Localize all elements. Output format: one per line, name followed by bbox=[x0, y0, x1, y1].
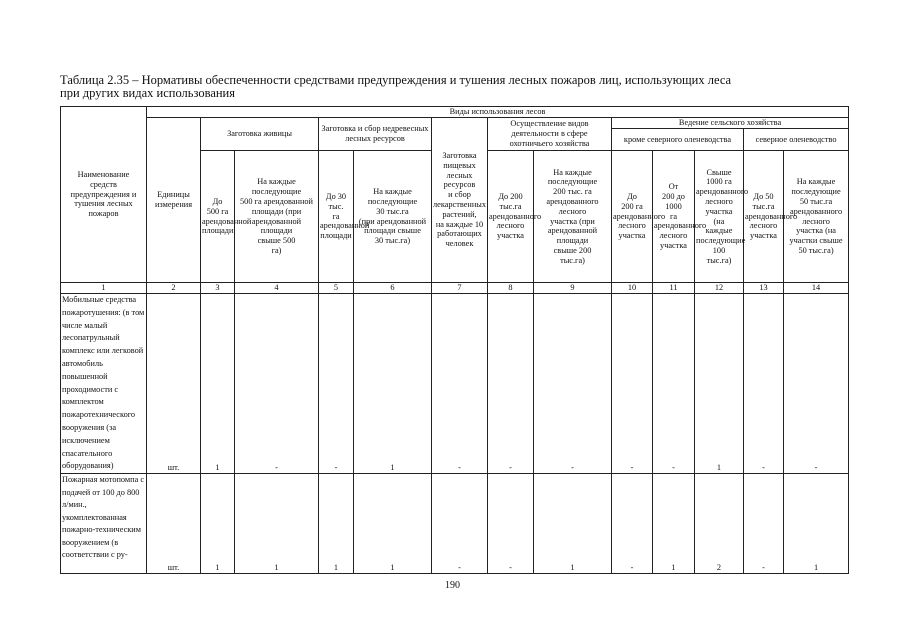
header-col-3: До 500 га арендованной площади bbox=[201, 151, 235, 283]
row-unit: шт. bbox=[147, 474, 201, 574]
row-value: 1 bbox=[784, 474, 849, 574]
header-uses-title: Виды использования лесов bbox=[147, 107, 849, 118]
header-col-5: До 30 тыс. га арендованной площади bbox=[319, 151, 354, 283]
header-hunting: Осуществление видов деятельности в сфере охотничьего хозяйства bbox=[488, 118, 612, 151]
table-caption bbox=[60, 74, 850, 100]
row-value: 1 bbox=[235, 474, 319, 574]
header-agri-north: северное оленеводство bbox=[744, 129, 849, 151]
column-number: 11 bbox=[653, 283, 695, 294]
header-col-13: До 50 тыс.га арендованного лесного участка bbox=[744, 151, 784, 283]
table-row bbox=[61, 474, 849, 574]
row-value: - bbox=[784, 294, 849, 474]
row-value: 1 bbox=[695, 294, 744, 474]
row-item-name: Мобильные средства пожаротушения: (в том числе малый лесопатрульный комплекс или легковой автомобиль повышенной проходимости с комплектом пожаротехнического вооружения (за исключением спасательного оборудования) bbox=[61, 294, 147, 474]
row-value: - bbox=[612, 294, 653, 474]
header-col-8: До 200 тыс.га арендованного лесного участка bbox=[488, 151, 534, 283]
table-row bbox=[61, 294, 849, 474]
column-number: 10 bbox=[612, 283, 653, 294]
header-col-14: На каждые последующие 50 тыс.га арендованного лесного участка (на участки свыше 50 тыс.га) bbox=[784, 151, 849, 283]
row-value: - bbox=[653, 294, 695, 474]
caption-line-2: при других видах использования bbox=[60, 86, 235, 100]
row-value: 1 bbox=[354, 294, 432, 474]
header-col-12: Свыше 1000 га арендованного лесного участка (на каждые последующие 100 тыс.га) bbox=[695, 151, 744, 283]
column-number: 5 bbox=[319, 283, 354, 294]
header-agriculture: Ведение сельского хозяйства bbox=[612, 118, 849, 129]
header-col-6: На каждые последующие 30 тыс.га (при арендованной площади свыше 30 тыс.га) bbox=[354, 151, 432, 283]
column-number: 14 bbox=[784, 283, 849, 294]
row-value: 1 bbox=[653, 474, 695, 574]
header-food-resources: Заготовка пищевых лесных ресурсов и сбор лекарственных растений, на каждые 10 работающих человек bbox=[432, 118, 488, 283]
row-value: 2 bbox=[695, 474, 744, 574]
row-value: - bbox=[235, 294, 319, 474]
header-nontimber: Заготовка и сбор недревесных лесных ресурсов bbox=[319, 118, 432, 151]
row-unit: шт. bbox=[147, 294, 201, 474]
column-number: 8 bbox=[488, 283, 534, 294]
row-value: - bbox=[744, 294, 784, 474]
row-value: 1 bbox=[354, 474, 432, 574]
row-value: 1 bbox=[534, 474, 612, 574]
row-value: - bbox=[744, 474, 784, 574]
row-value: 1 bbox=[319, 474, 354, 574]
header-unit-column: Единицы измерения bbox=[147, 118, 201, 283]
header-col-11: От 200 до 1000 га арендованного лесного участка bbox=[653, 151, 695, 283]
row-value: - bbox=[534, 294, 612, 474]
column-number: 1 bbox=[61, 283, 147, 294]
norms-table bbox=[60, 106, 849, 574]
row-value: 1 bbox=[201, 474, 235, 574]
row-value: - bbox=[488, 474, 534, 574]
column-number: 9 bbox=[534, 283, 612, 294]
row-value: - bbox=[488, 294, 534, 474]
row-value: - bbox=[432, 294, 488, 474]
row-item-name: Пожарная мотопомпа с подачей от 100 до 800 л/мин., укомплектованная пожарно-техническим вооружением (в соответствии с ру- bbox=[61, 474, 147, 574]
page-number: 190 bbox=[445, 580, 460, 591]
header-resin: Заготовка живицы bbox=[201, 118, 319, 151]
column-number: 2 bbox=[147, 283, 201, 294]
row-value: 1 bbox=[201, 294, 235, 474]
header-col-9: На каждые последующие 200 тыс. га арендованного лесного участка (при арендованной площади свыше 200 тыс.га) bbox=[534, 151, 612, 283]
header-name-column: Наименование средств предупреждения и тушения лесных пожаров bbox=[61, 107, 147, 283]
column-number: 12 bbox=[695, 283, 744, 294]
row-value: - bbox=[319, 294, 354, 474]
row-value: - bbox=[432, 474, 488, 574]
header-col-10: До 200 га арендованного лесного участка bbox=[612, 151, 653, 283]
caption-line-1: Таблица 2.35 – Нормативы обеспеченности средствами предупреждения и тушения лесных пожаров лиц, использующих леса bbox=[60, 73, 732, 87]
header-agri-non-north: кроме северного оленеводства bbox=[612, 129, 744, 151]
row-value: - bbox=[612, 474, 653, 574]
column-numbers-row bbox=[61, 283, 849, 294]
column-number: 6 bbox=[354, 283, 432, 294]
column-number: 4 bbox=[235, 283, 319, 294]
column-number: 7 bbox=[432, 283, 488, 294]
column-number: 3 bbox=[201, 283, 235, 294]
column-number: 13 bbox=[744, 283, 784, 294]
header-col-4: На каждые последующие 500 га арендованной площади (при арендованной площади свыше 500 га) bbox=[235, 151, 319, 283]
